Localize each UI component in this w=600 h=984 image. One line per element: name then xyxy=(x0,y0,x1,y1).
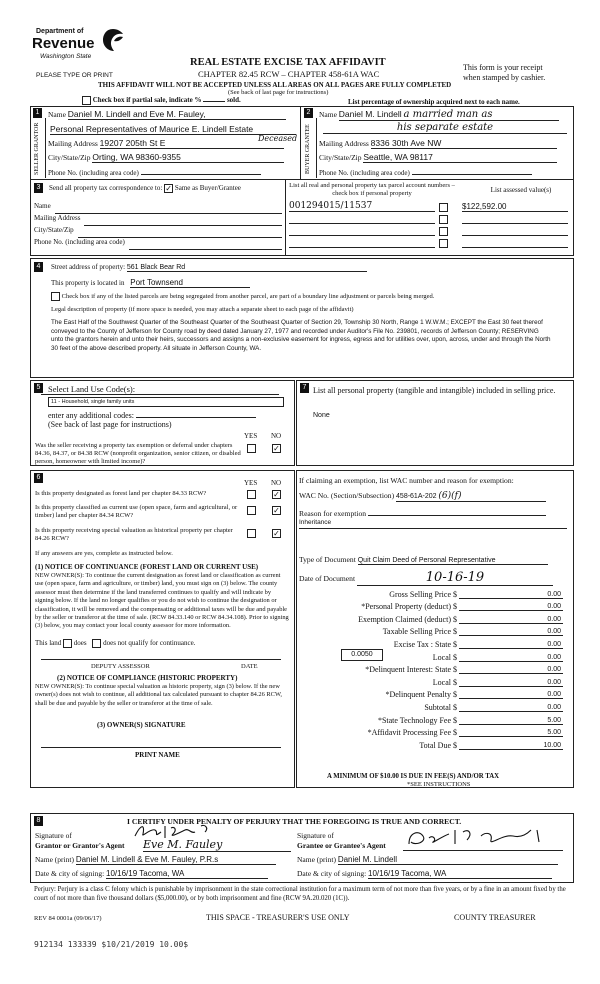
exemption-no-checkbox[interactable] xyxy=(272,444,281,453)
personal-property-label: List all personal property (tangible and intangible) included in selling price. xyxy=(313,386,556,395)
fee-table xyxy=(299,586,563,750)
accounts-header: List all real and personal property tax parcel account numbers – check box if personal property xyxy=(289,182,455,197)
located-label: This property is located in xyxy=(51,279,125,287)
grantee-name-label: Name (print) xyxy=(297,855,336,864)
section-number: 3 xyxy=(34,183,43,193)
fee-row xyxy=(299,611,563,624)
account-list xyxy=(289,200,569,248)
historic-question: Is this property receiving special valuation as historical property per chapter 84.26 RCW? xyxy=(35,527,233,542)
fee-value[interactable]: 0.00 xyxy=(459,666,563,674)
owner-signature-label: (3) OWNER(S) SIGNATURE xyxy=(97,721,186,729)
buyer-name-handwritten: a married man as xyxy=(403,109,493,120)
section-6 xyxy=(30,470,295,788)
grantor-signature[interactable]: Eve M. Fauley xyxy=(143,838,291,852)
current-use-no-checkbox[interactable] xyxy=(272,506,281,515)
form-title: REAL ESTATE EXCISE TAX AFFIDAVIT xyxy=(190,57,386,68)
section-4 xyxy=(30,258,574,378)
same-as-buyer-label: Same as Buyer/Grantee xyxy=(174,184,241,193)
deputy-signature-line[interactable] xyxy=(41,659,281,660)
dor-logo xyxy=(32,28,142,68)
corr-city-label: City/State/Zip xyxy=(34,226,74,234)
sold-label: sold. xyxy=(226,96,241,105)
grantor-sig-label-2: Grantor or Grantor's Agent xyxy=(35,841,125,850)
wac-subsection-handwritten: (6)(f) xyxy=(438,491,462,501)
certify-text: I CERTIFY UNDER PENALTY OF PERJURY THAT THE FOREGOING IS TRUE AND CORRECT. xyxy=(127,817,462,826)
assessed-value[interactable] xyxy=(462,225,568,236)
section-number: 8 xyxy=(34,816,43,826)
exemption-yes-checkbox[interactable] xyxy=(247,444,256,453)
located-in[interactable]: Port Townsend xyxy=(130,278,250,288)
see-back-note: (See back of last page for instructions) xyxy=(228,89,329,96)
notice-compliance-title: (2) NOTICE OF COMPLIANCE (HISTORIC PROPERTY) xyxy=(57,674,238,682)
grantor-name-label: Name (print) xyxy=(35,855,74,864)
fee-value[interactable]: 10.00 xyxy=(459,742,563,750)
buyer-city[interactable]: Seattle, WA 98117 xyxy=(363,152,557,163)
personal-property-value[interactable]: None xyxy=(313,412,330,419)
does-label: does xyxy=(73,639,87,648)
fee-label: *Delinquent Penalty $ xyxy=(385,690,457,700)
land-use-label: Select Land Use Code(s): xyxy=(48,384,136,394)
fee-label: Gross Selling Price $ xyxy=(389,589,457,599)
fee-row xyxy=(299,636,563,649)
assessed-value[interactable]: $122,592.00 xyxy=(462,202,568,212)
grantee-date[interactable]: 10/16/19 Tacoma, WA xyxy=(368,869,552,879)
doc-type[interactable]: Quit Claim Deed of Personal Representative xyxy=(358,557,548,565)
seller-name[interactable]: Daniel M. Lindell and Eve M. Fauley, xyxy=(68,109,286,120)
additional-codes-label: enter any additional codes: xyxy=(48,411,134,420)
personal-property-checkbox[interactable] xyxy=(439,227,448,236)
section-number: 5 xyxy=(34,383,43,393)
fee-label: Local $ xyxy=(432,652,457,662)
grantee-signature-scribble[interactable] xyxy=(403,826,563,851)
deceased-note: Deceased xyxy=(258,134,298,143)
corr-address-label: Mailing Address xyxy=(34,214,81,222)
notice-compliance-body: NEW OWNER(S): To continue special valuation as historic property, sign (3) below. If the new owner(s) does not wish to continue, all additional tax calculated pursuant to chapter 84.26 RCW, shall be due and payable by the seller or transferor at the time of sale. xyxy=(35,683,282,707)
deputy-date-label: DATE xyxy=(241,663,258,670)
section-number: 2 xyxy=(304,108,313,118)
historic-no-checkbox[interactable] xyxy=(272,529,281,538)
fee-row xyxy=(299,662,563,675)
doc-type-label: Type of Document xyxy=(299,555,356,564)
grantor-name[interactable]: Daniel M. Lindell & Eve M. Fauley, P.R.s xyxy=(76,855,276,865)
partial-sale xyxy=(82,96,241,105)
seller-name-2[interactable]: Personal Representatives of Maurice E. Lindell Estate xyxy=(50,124,296,135)
buyer-phone[interactable] xyxy=(412,166,532,175)
buyer-address-label: Mailing Address xyxy=(319,139,369,148)
treasurer-space-label: THIS SPACE - TREASURER'S USE ONLY xyxy=(206,913,350,922)
see-instructions: *SEE INSTRUCTIONS xyxy=(407,781,471,788)
local-rate: 0.0050 xyxy=(341,649,383,661)
fee-label: *State Technology Fee $ xyxy=(377,715,457,725)
grantee-date-label: Date & city of signing: xyxy=(297,869,367,878)
logo-mark-icon xyxy=(102,28,124,52)
fee-value[interactable]: 0.00 xyxy=(459,591,563,599)
additional-codes-field[interactable] xyxy=(136,409,256,418)
seller-address[interactable]: 19207 205th St E xyxy=(100,138,284,149)
forest-no-checkbox[interactable] xyxy=(272,490,281,499)
owner-signature-line[interactable] xyxy=(41,747,281,748)
street-address[interactable]: 561 Black Bear Rd xyxy=(127,264,367,272)
print-name-label: PRINT NAME xyxy=(135,751,180,759)
county-treasurer-label: COUNTY TREASURER xyxy=(454,913,536,922)
fee-value[interactable]: 0.00 xyxy=(459,679,563,687)
fee-label: Excise Tax : State $ xyxy=(393,639,457,649)
section-8 xyxy=(30,813,574,883)
fee-value[interactable]: 5.00 xyxy=(459,717,563,725)
personal-property-checkbox[interactable] xyxy=(439,203,448,212)
corr-address-field[interactable] xyxy=(84,214,282,226)
fee-label: Total Due $ xyxy=(419,740,457,750)
notice-continuance-title: (1) NOTICE OF CONTINUANCE (FOREST LAND OR CURRENT USE) xyxy=(35,563,259,571)
buyer-phone-label: Phone No. (including area code) xyxy=(319,169,410,177)
legal-description[interactable]: The East Half of the Southwest Quarter of the Southeast Quarter of the Southeast Quarter of Section 29, Township 30 North, Range 1 W.W.M.; EXCEPT the East 30 feet thereof conveyed to the County of Jefferson for County road by deed dated January 27, 1977 and recorded under Auditor's File No. 239801, records of Jefferson County; RESERVING unto the grantors herein and unto their heirs, successors and assigns a non-exclusive easement for ingress, egress and for utilities over, upon, across, under and through the North 30 feet of the above described property. All situate in Jefferson County, WA. xyxy=(51,319,551,352)
section-5 xyxy=(30,380,295,466)
fee-row xyxy=(299,674,563,687)
logo-line1: Department of xyxy=(36,28,84,35)
exemption-question: Was the seller receiving a property tax exemption or deferral under chapters 84.36, 84.37, or 84.38 RCW (nonprofit organization, senior citizen, or disabled person, homeowner with limited income)? xyxy=(35,442,241,465)
reason-value[interactable]: Inheritance xyxy=(299,519,332,526)
grantor-sig-label-1: Signature of xyxy=(35,831,72,840)
fee-row xyxy=(299,699,563,712)
fee-value[interactable]: 0.00 xyxy=(459,628,563,636)
grantor-date-label: Date & city of signing: xyxy=(35,869,105,878)
personal-property-checkbox[interactable] xyxy=(439,239,448,248)
buyer-name-2-handwritten: his separate estate xyxy=(323,122,567,134)
fee-row xyxy=(299,586,563,599)
seller-phone[interactable] xyxy=(141,166,261,175)
yes-header: YES xyxy=(244,479,258,487)
fee-row xyxy=(299,725,563,738)
corr-name-field[interactable] xyxy=(55,202,282,214)
grantee-sig-label-2: Grantee or Grantee's Agent xyxy=(297,841,386,850)
section-3 xyxy=(30,179,574,256)
cashier-stamp: 912134 133339 $10/21/2019 10.00$ xyxy=(34,940,189,949)
qualify-label: qualify for continuance. xyxy=(128,639,196,648)
seller-address-label: Mailing Address xyxy=(48,139,98,148)
buyer-name[interactable]: Daniel M. Lindell xyxy=(338,109,402,119)
buyer-address[interactable]: 8336 30th Ave NW xyxy=(371,138,557,149)
grantee-name[interactable]: Daniel M. Lindell xyxy=(338,855,558,865)
seller-city-label: City/State/Zip xyxy=(48,153,91,162)
corr-phone-label: Phone No. (including area code) xyxy=(34,238,125,246)
fee-value[interactable]: 0.00 xyxy=(459,654,563,662)
land-use-see-back: (See back of last page for instructions) xyxy=(48,420,172,429)
corr-phone-field[interactable] xyxy=(129,238,282,250)
logo-line3: Washington State xyxy=(40,53,92,60)
segregation-checkbox[interactable] xyxy=(51,292,60,301)
section-2 xyxy=(301,106,572,178)
section-7 xyxy=(296,380,574,466)
fee-value[interactable]: 0.00 xyxy=(459,641,563,649)
fee-row xyxy=(299,649,563,662)
fee-label: *Affidavit Processing Fee $ xyxy=(367,728,457,738)
claim-exemption-label: If claiming an exemption, list WAC number and reason for exemption: xyxy=(299,476,514,485)
receipt-note-2: when stamped by cashier. xyxy=(463,73,546,82)
same-as-buyer-checkbox[interactable] xyxy=(164,184,173,193)
print-note: PLEASE TYPE OR PRINT xyxy=(36,72,113,79)
assessed-value[interactable] xyxy=(462,213,568,224)
account-number[interactable] xyxy=(289,237,435,248)
receipt-note-1: This form is your receipt xyxy=(463,63,543,72)
assessed-header: List assessed value(s) xyxy=(490,186,552,194)
fee-label: Local $ xyxy=(432,677,457,687)
no-header: NO xyxy=(271,432,282,440)
form-chapter: CHAPTER 82.45 RCW – CHAPTER 458-61A WAC xyxy=(198,69,380,79)
form-number: REV 84 0001a (09/06/17) xyxy=(34,915,102,922)
partial-sale-label: Check box if partial sale, indicate % xyxy=(92,96,202,105)
segregation-label: Check box if any of the listed parcels are being segregated from another parcel, are part of a boundary line adjustment or parcels being merged. xyxy=(61,292,435,300)
account-number[interactable] xyxy=(289,225,435,236)
assessed-value[interactable] xyxy=(462,237,568,248)
fee-row xyxy=(299,687,563,700)
does-not-label: does not xyxy=(103,639,127,648)
section-1 xyxy=(30,106,300,178)
wac-number[interactable]: 458-61A-202 xyxy=(396,493,437,500)
no-header: NO xyxy=(271,479,282,487)
fee-row xyxy=(299,737,563,750)
fee-label: Subtotal $ xyxy=(424,702,457,712)
corr-city-field[interactable] xyxy=(78,226,282,238)
fee-value[interactable]: 0.00 xyxy=(459,616,563,624)
does-checkbox[interactable] xyxy=(63,639,72,648)
notice-continuance-body: NEW OWNER(S): To continue the current designation as forest land or classification as current use (open space, farm and agriculture, or timber) land, you must sign on (3) below. The county assessor must then determine if the land transferred continues to qualify and will indicate by signing below. If the land no longer qualifies or you do not wish to continue the designation or classification, it will be removed and the compensating or additional taxes will be due and payable by the seller or transferor at the time of sale. (RCW 84.33.140 or RCW 84.34.108). Prior to signing (3) below, you may contact your local county assessor for more information. xyxy=(35,572,289,630)
current-use-yes-checkbox[interactable] xyxy=(247,506,256,515)
seller-name-label: Name xyxy=(48,110,66,119)
fee-value[interactable]: 0.00 xyxy=(459,704,563,712)
does-not-checkbox[interactable] xyxy=(92,639,101,648)
land-use-select[interactable]: 11 - Household, single family units xyxy=(48,397,284,407)
deputy-assessor-label: DEPUTY ASSESSOR xyxy=(91,663,150,670)
legal-label: Legal description of property (if more space is needed, you may attach a separate sheet to each page of the affidavit) xyxy=(51,306,354,313)
doc-date[interactable]: 10-16-19 xyxy=(357,570,553,586)
account-number[interactable] xyxy=(289,213,435,224)
ownership-note: List percentage of ownership acquired next to each name. xyxy=(348,98,520,106)
section-number: 1 xyxy=(33,108,42,118)
seller-city[interactable]: Orting, WA 98360-9355 xyxy=(92,152,284,163)
wac-label: WAC No. (Section/Subsection) xyxy=(299,491,395,500)
fee-row xyxy=(299,624,563,637)
fee-row xyxy=(299,712,563,725)
fee-row xyxy=(299,599,563,612)
partial-sale-checkbox[interactable] xyxy=(82,96,91,105)
account-number[interactable]: 001294015/11537 xyxy=(289,201,435,212)
street-label: Street address of property: xyxy=(51,263,126,271)
section-number: 7 xyxy=(300,383,309,393)
doc-date-label: Date of Document xyxy=(299,574,356,583)
warning-text: THIS AFFIDAVIT WILL NOT BE ACCEPTED UNLESS ALL AREAS ON ALL PAGES ARE FULLY COMPLETED xyxy=(98,81,452,89)
minimum-note: A MINIMUM OF $10.00 IS DUE IN FEE(S) AND/OR TAX xyxy=(327,773,500,780)
historic-yes-checkbox[interactable] xyxy=(247,529,256,538)
buyer-name-label: Name xyxy=(319,110,337,119)
personal-property-checkbox[interactable] xyxy=(439,215,448,224)
forest-land-question: Is this property designated as forest land per chapter 84.33 RCW? xyxy=(35,490,207,497)
fee-label: Exemption Claimed (deduct) $ xyxy=(358,614,457,624)
buyer-side-label: BUYER GRANTEE xyxy=(305,124,311,174)
grantee-sig-label-1: Signature of xyxy=(297,831,334,840)
reason-label: Reason for exemption xyxy=(299,509,367,518)
yes-header: YES xyxy=(244,432,258,440)
exemption-fees xyxy=(296,470,574,788)
fee-value[interactable]: 0.00 xyxy=(459,691,563,699)
fee-label: Taxable Selling Price $ xyxy=(382,627,457,637)
seller-phone-label: Phone No. (including area code) xyxy=(48,169,139,177)
current-use-question: Is this property classified as current use (open space, farm and agricultural, or timber) land per chapter 84.34 RCW? xyxy=(35,504,238,519)
this-land-label: This land xyxy=(35,639,62,648)
fee-value[interactable]: 5.00 xyxy=(459,729,563,737)
section-number: 4 xyxy=(34,262,43,272)
seller-side-label: SELLER GRANTOR xyxy=(34,122,40,176)
logo-line2: Revenue xyxy=(32,35,95,52)
grantor-date[interactable]: 10/16/19 Tacoma, WA xyxy=(106,869,268,879)
section-number: 6 xyxy=(34,473,43,483)
if-yes-note: If any answers are yes, complete as instructed below. xyxy=(35,550,173,557)
forest-yes-checkbox[interactable] xyxy=(247,490,256,499)
correspondence-label: Send all property tax correspondence to: xyxy=(49,184,163,193)
perjury-statement: Perjury: Perjury is a class C felony which is punishable by imprisonment in the state correctional institution for a maximum term of not more than five years, or by a fine in an amount fixed by the court of not more than five thousand dollars ($5,000.00), or by both imprisonment and fine (RCW 9A.20.020 (1C)). xyxy=(34,886,566,902)
fee-value[interactable]: 0.00 xyxy=(459,603,563,611)
fee-label: *Personal Property (deduct) $ xyxy=(361,602,457,612)
corr-name-label: Name xyxy=(34,202,51,210)
buyer-city-label: City/State/Zip xyxy=(319,153,362,162)
fee-label: *Delinquent Interest: State $ xyxy=(365,665,457,675)
